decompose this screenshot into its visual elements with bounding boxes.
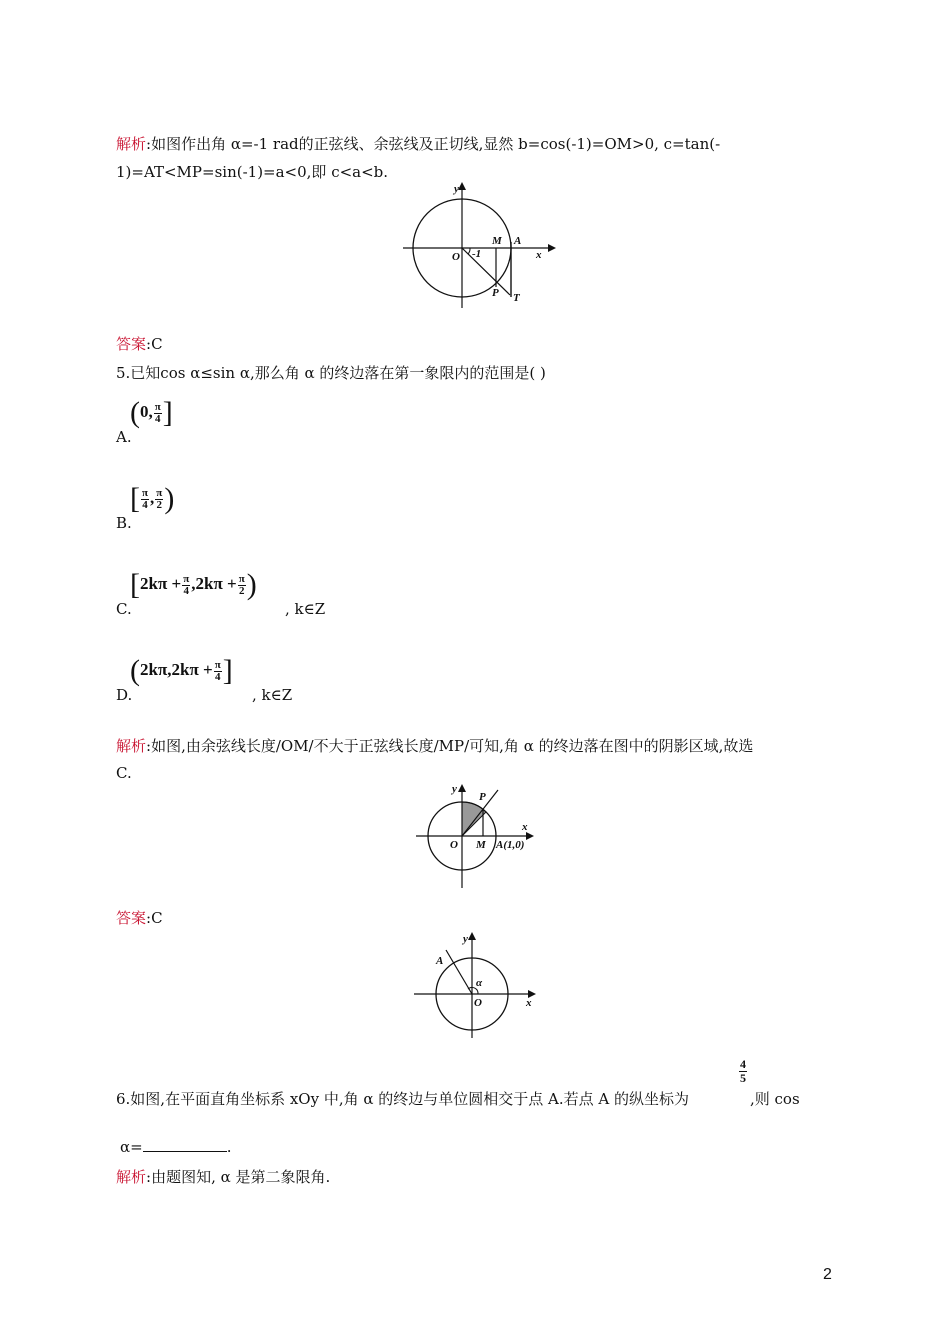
- answer-label: 答案: [116, 335, 147, 353]
- fig2-label-p: P: [479, 791, 486, 803]
- option-a-interval: [130, 398, 173, 428]
- option-b-letter: B.: [116, 514, 132, 532]
- question-6-fraction: [738, 1058, 748, 1085]
- analysis-2-line-2: C.: [116, 764, 132, 782]
- analysis-text: :如图作出角 α=-1 rad的正弦线、余弦线及正切线,显然 b=cos(-1)=OM>0, c=tan(-: [146, 135, 721, 153]
- option-d-terms: 2kπ,2kπ +: [140, 659, 213, 679]
- figure-2-shaded-region: [412, 780, 542, 890]
- option-d-upper-fraction: $\frac{\pi}{4}$: [214, 658, 221, 683]
- option-b-right-bracket: ): [164, 482, 175, 515]
- option-b-upper-fraction: $\frac{\pi}{2}$: [156, 486, 163, 511]
- option-b-left-bracket: [: [130, 482, 140, 515]
- fig2-label-y: y: [452, 783, 457, 795]
- option-c-right-bracket: ): [246, 568, 257, 601]
- answer-2: [116, 907, 163, 928]
- answer-blank[interactable]: [143, 1139, 227, 1152]
- fig1-label-t: T: [513, 292, 520, 304]
- fig2-label-o: O: [450, 839, 458, 851]
- option-c-left-bracket: [: [130, 568, 140, 601]
- answer-value: :C: [146, 335, 163, 353]
- option-c-upper-term: ,2kπ +: [191, 573, 237, 593]
- option-d-left-bracket: (: [130, 654, 140, 687]
- analysis-2-line-1: [116, 735, 753, 756]
- option-a-letter: A.: [116, 428, 132, 446]
- fig2-label-x: x: [522, 821, 528, 833]
- fig1-label-a: A: [514, 235, 522, 247]
- answer-label: 答案: [116, 909, 147, 927]
- option-d-interval: [130, 656, 233, 686]
- question-6-answer-line: α= .: [120, 1138, 232, 1156]
- fraction-denominator: 5: [740, 1071, 746, 1085]
- fig3-label-x: x: [526, 997, 532, 1009]
- fig1-label-angle: -1: [472, 248, 482, 260]
- option-d-right-bracket: ]: [222, 654, 233, 687]
- option-b-lower-fraction: $\frac{\pi}{4}$: [142, 486, 149, 511]
- fig3-label-y: y: [463, 933, 468, 945]
- option-c-lower-fraction: $\frac{\pi}{4}$: [183, 572, 190, 597]
- fig2-label-m: M: [476, 839, 486, 851]
- option-a-upper-fraction: $\frac{\pi}{4}$: [154, 400, 161, 425]
- option-b-interval: [ $\frac{\pi}{4}$ , $\frac{\pi}{2}$ ): [130, 482, 175, 515]
- fig3-label-a: A: [436, 955, 444, 967]
- option-c-lower-term: 2kπ +: [140, 573, 182, 593]
- analysis-1-line-2: 1)=AT<MP=sin(-1)=a<0,即 c<a<b.: [116, 163, 389, 181]
- analysis-text: :如图,由余弦线长度/OM/不大于正弦线长度/MP/可知,角 α 的终边落在图中的阴影区域,故选: [146, 737, 754, 755]
- option-c-suffix: , k∈Z: [285, 600, 326, 618]
- question-6-tail: ,则 cos: [750, 1090, 800, 1108]
- page-number: 2: [823, 1266, 832, 1283]
- answer-value: :C: [146, 909, 163, 927]
- option-a-lower: 0,: [140, 401, 153, 421]
- option-a-left-bracket: (: [130, 396, 140, 429]
- analysis-1-line-1: [116, 133, 720, 154]
- question-6-stem: [116, 1088, 689, 1109]
- fig1-label-x: x: [536, 249, 542, 261]
- fig1-label-m: M: [492, 235, 502, 247]
- option-a-right-bracket: ]: [162, 396, 173, 429]
- answer-1: [116, 333, 163, 354]
- analysis-label: 解析: [116, 135, 147, 153]
- question-6-text: 6.如图,在平面直角坐标系 xOy 中,角 α 的终边与单位圆相交于点 A.若点 A 的纵坐标为: [116, 1090, 690, 1108]
- fig1-label-o: O: [452, 251, 460, 263]
- fraction-numerator: 4: [740, 1057, 746, 1071]
- fig1-label-y: y: [454, 183, 459, 195]
- analysis-label: 解析: [116, 737, 147, 755]
- option-d-suffix: , k∈Z: [252, 686, 293, 704]
- figure-3-angle-alpha: [410, 928, 545, 1040]
- fig1-label-p: P: [492, 287, 499, 299]
- option-c-letter: C.: [116, 600, 132, 618]
- analysis-label: 解析: [116, 1168, 147, 1186]
- analysis-text: :由题图知, α 是第二象限角.: [146, 1168, 331, 1186]
- option-c-upper-fraction: $\frac{\pi}{2}$: [238, 572, 245, 597]
- analysis-3: [116, 1166, 330, 1187]
- fig2-label-a: A(1,0): [496, 839, 525, 851]
- fig3-label-alpha: α: [476, 977, 483, 989]
- option-d-letter: D.: [116, 686, 133, 704]
- alpha-expression: α=: [120, 1138, 143, 1156]
- option-c-interval: [130, 570, 257, 600]
- figure-1-unit-circle: [400, 180, 560, 310]
- fig3-label-o: O: [474, 997, 482, 1009]
- question-5-stem: 5.已知cos α≤sin α,那么角 α 的终边落在第一象限内的范围是( ): [116, 364, 546, 382]
